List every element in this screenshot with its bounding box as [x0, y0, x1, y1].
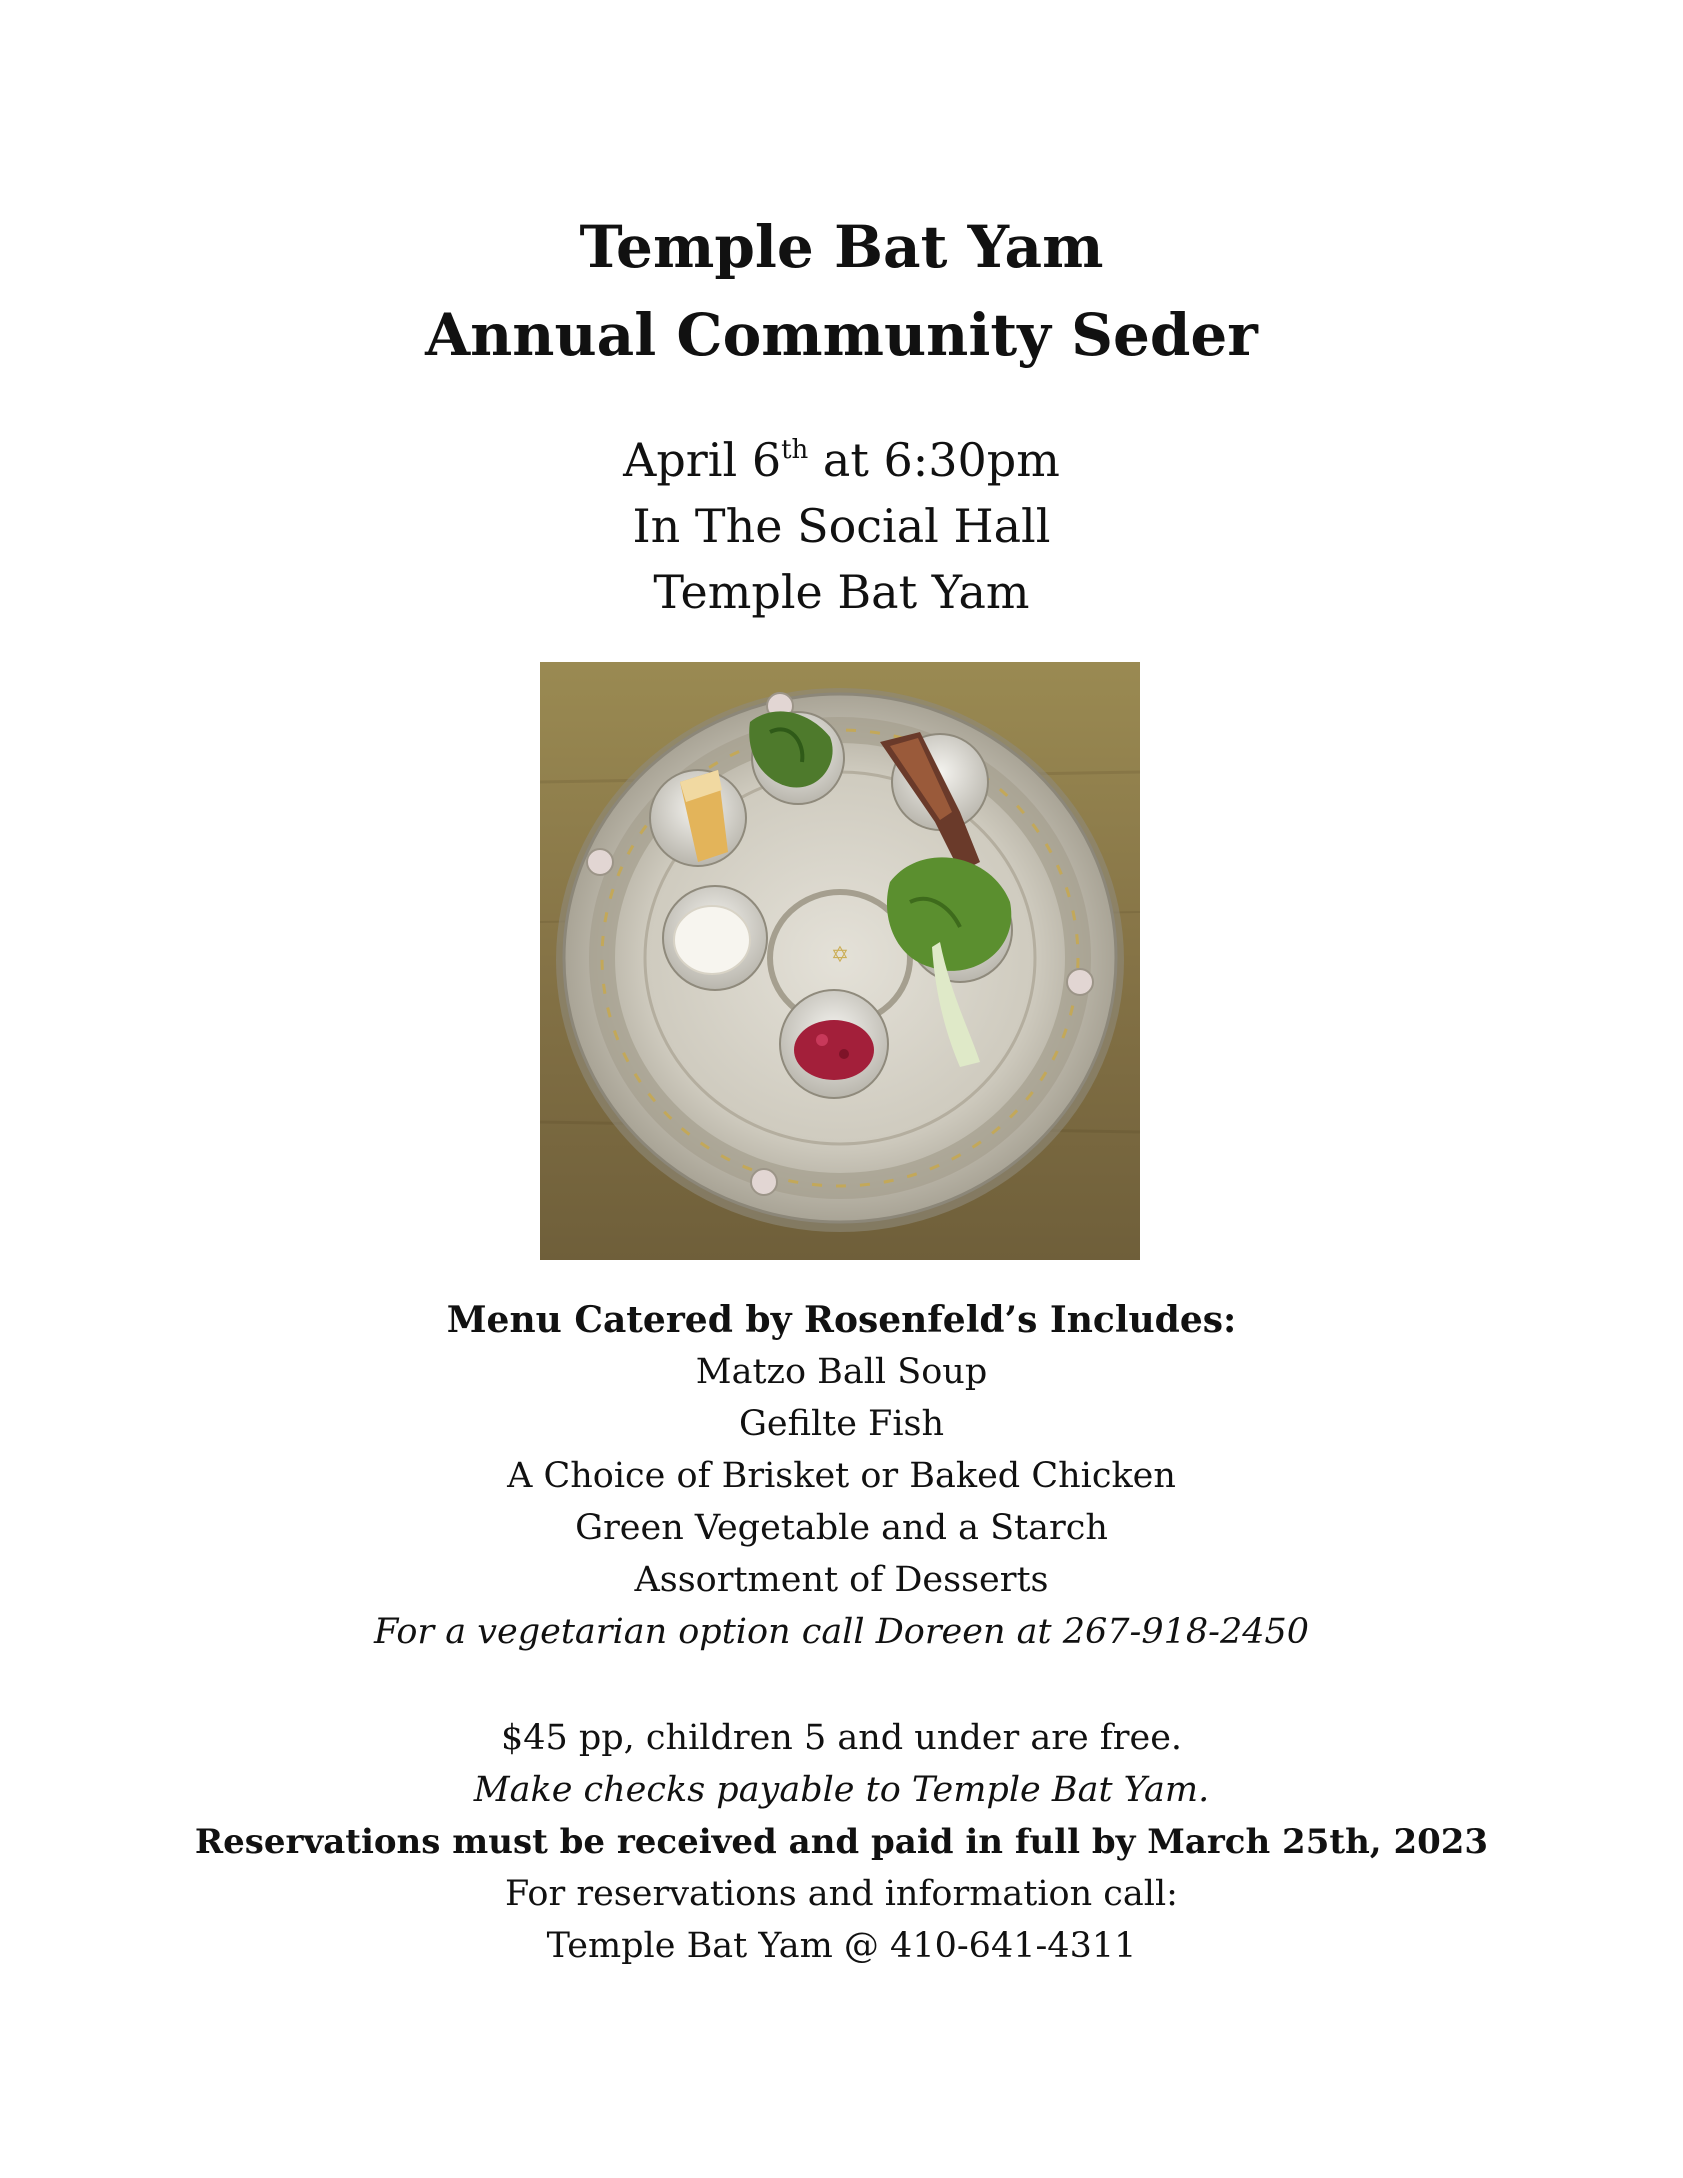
- reservation-deadline: Reservations must be received and paid in full by March 25th, 2023: [194, 1822, 1489, 1862]
- event-date: April 6: [623, 433, 782, 487]
- flyer-subtitle: Annual Community Seder: [425, 301, 1258, 369]
- event-date-ordinal: th: [781, 435, 809, 465]
- menu-list: [0, 1346, 1683, 1606]
- menu-item: Assortment of Desserts: [634, 1560, 1049, 1600]
- menu-item: Matzo Ball Soup: [695, 1352, 988, 1392]
- menu-item: Gefilte Fish: [738, 1404, 945, 1444]
- contact-intro: For reservations and information call:: [505, 1874, 1178, 1914]
- contact-phone: Temple Bat Yam @ 410-641-4311: [546, 1926, 1137, 1966]
- flyer-title: Temple Bat Yam: [579, 213, 1104, 281]
- event-time: at 6:30pm: [808, 433, 1060, 487]
- svg-text:✡: ✡: [830, 943, 850, 968]
- seder-plate-photo: [540, 662, 1140, 1260]
- menu-item: A Choice of Brisket or Baked Chicken: [507, 1456, 1176, 1496]
- menu-item: Green Vegetable and a Starch: [575, 1508, 1108, 1548]
- event-date-time: [0, 427, 1683, 493]
- menu-heading: Menu Catered by Rosenfeld’s Includes:: [446, 1299, 1237, 1341]
- vegetarian-note: For a vegetarian option call Doreen at 267-918-2450: [373, 1612, 1310, 1652]
- checks-payable-note: Make checks payable to Temple Bat Yam.: [473, 1770, 1210, 1810]
- event-location: In The Social Hall: [632, 499, 1051, 553]
- price-text: $45 pp, children 5 and under are free.: [500, 1718, 1183, 1758]
- event-venue: Temple Bat Yam: [653, 565, 1030, 619]
